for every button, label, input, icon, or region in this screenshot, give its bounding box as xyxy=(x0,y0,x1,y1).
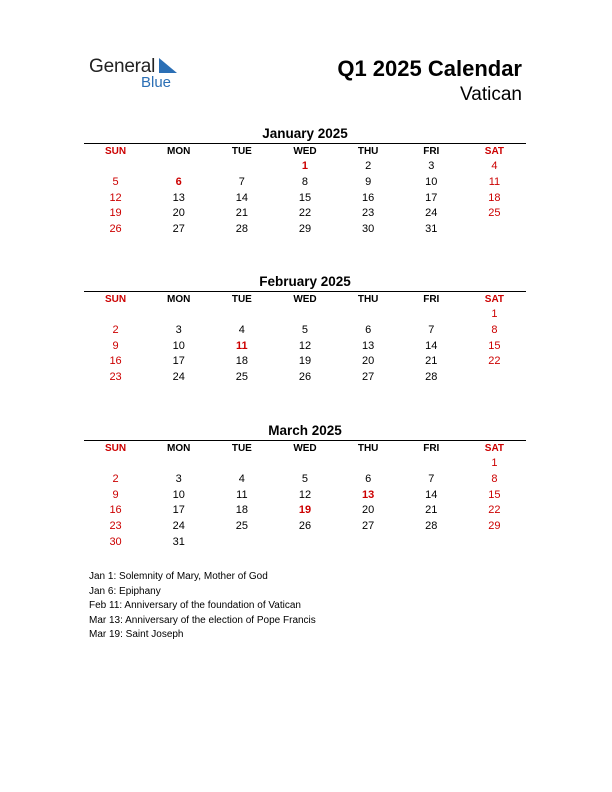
day-cell: 21 xyxy=(425,355,438,368)
day-cell: 4 xyxy=(238,323,245,336)
day-cell: 22 xyxy=(298,207,312,220)
day-grid xyxy=(84,441,526,551)
weekday-header: SUN xyxy=(105,294,127,305)
month-title: January 2025 xyxy=(262,126,348,141)
empty-day-cell xyxy=(84,307,147,323)
empty-day-cell xyxy=(84,159,147,175)
day-cell: 17 xyxy=(172,355,185,368)
holiday-item: Mar 13: Anniversary of the election of Pope Francis xyxy=(89,614,316,626)
weekday-header: FRI xyxy=(423,294,440,305)
day-cell: 11 xyxy=(236,339,248,352)
day-cell: 28 xyxy=(425,371,438,384)
day-cell: 15 xyxy=(488,339,501,352)
day-cell: 7 xyxy=(428,472,435,485)
day-cell: 1 xyxy=(491,457,498,469)
logo-word-general: General xyxy=(89,56,156,77)
day-cell: 6 xyxy=(175,175,182,188)
day-cell: 20 xyxy=(362,355,375,368)
holiday-list xyxy=(89,570,316,643)
day-cell: 28 xyxy=(235,223,248,236)
day-cell: 26 xyxy=(109,223,122,236)
day-cell: 26 xyxy=(298,520,312,533)
day-cell: 29 xyxy=(488,520,501,533)
day-cell: 28 xyxy=(425,520,438,533)
day-cell: 5 xyxy=(301,323,309,336)
day-cell: 3 xyxy=(175,323,182,336)
day-cell: 25 xyxy=(235,520,248,533)
day-cell: 11 xyxy=(488,175,501,188)
day-cell: 10 xyxy=(172,488,185,501)
empty-day-cell xyxy=(337,456,400,472)
day-cell: 11 xyxy=(236,488,248,501)
day-cell: 16 xyxy=(109,504,122,517)
month-title: March 2025 xyxy=(268,423,342,438)
month-march xyxy=(84,422,526,551)
day-cell: 18 xyxy=(488,191,501,204)
day-cell: 22 xyxy=(488,504,501,517)
day-cell: 26 xyxy=(298,371,312,384)
weekday-header: TUE xyxy=(231,443,252,454)
month-january xyxy=(84,125,526,238)
day-grid xyxy=(84,144,526,238)
day-cell: 4 xyxy=(491,160,498,172)
day-cell: 14 xyxy=(425,488,438,501)
day-cell: 6 xyxy=(365,472,372,485)
weekday-header: WED xyxy=(293,443,317,454)
holiday-item: Jan 6: Epiphany xyxy=(89,585,161,597)
holiday-item: Mar 19: Saint Joseph xyxy=(89,629,184,640)
day-cell: 27 xyxy=(172,223,185,236)
holiday-item: Jan 1: Solemnity of Mary, Mother of God xyxy=(89,571,268,582)
empty-day-cell xyxy=(147,456,210,472)
empty-day-cell xyxy=(273,307,336,323)
day-cell: 2 xyxy=(365,160,372,172)
logo-word-blue: Blue xyxy=(141,74,172,91)
day-cell: 13 xyxy=(362,339,375,352)
day-cell: 31 xyxy=(425,223,438,236)
day-cell: 29 xyxy=(298,223,312,236)
day-cell: 9 xyxy=(365,175,372,188)
day-cell: 12 xyxy=(109,191,122,204)
day-cell: 14 xyxy=(235,191,248,204)
day-cell: 23 xyxy=(109,371,122,384)
day-cell: 9 xyxy=(112,339,119,352)
day-cell: 20 xyxy=(172,207,185,220)
day-cell: 19 xyxy=(109,207,122,220)
weekday-header: MON xyxy=(167,443,191,454)
day-cell: 24 xyxy=(172,520,185,533)
day-cell: 10 xyxy=(425,175,438,188)
empty-day-cell xyxy=(147,159,210,175)
weekday-header: SUN xyxy=(105,146,127,157)
day-cell: 31 xyxy=(172,535,185,548)
day-cell: 7 xyxy=(238,175,245,188)
weekday-header: SAT xyxy=(484,443,505,454)
day-cell: 21 xyxy=(235,207,248,220)
weekday-header: SAT xyxy=(484,146,505,157)
day-cell: 20 xyxy=(362,504,375,517)
day-cell: 23 xyxy=(362,207,375,220)
day-cell: 13 xyxy=(172,191,185,204)
weekday-header: THU xyxy=(357,294,379,305)
day-cell: 5 xyxy=(301,472,309,485)
day-cell: 14 xyxy=(425,339,438,352)
empty-day-cell xyxy=(273,456,336,472)
weekday-header: WED xyxy=(293,146,317,157)
month-title: February 2025 xyxy=(259,274,351,289)
day-cell: 5 xyxy=(112,175,119,188)
day-cell: 13 xyxy=(362,488,375,501)
empty-day-cell xyxy=(210,307,273,323)
day-cell: 21 xyxy=(425,504,438,517)
empty-day-cell xyxy=(400,307,463,323)
day-cell: 8 xyxy=(491,472,498,485)
weekday-header: WED xyxy=(293,294,317,305)
empty-day-cell xyxy=(400,456,463,472)
day-cell: 19 xyxy=(298,355,312,368)
day-cell: 1 xyxy=(301,160,309,172)
empty-day-cell xyxy=(84,456,147,472)
page-title: Q1 2025 Calendar xyxy=(337,56,522,81)
day-cell: 3 xyxy=(175,472,182,485)
day-cell: 16 xyxy=(362,191,375,204)
day-cell: 2 xyxy=(112,472,119,485)
day-cell: 24 xyxy=(172,371,185,384)
day-cell: 18 xyxy=(235,355,248,368)
weekday-header: SUN xyxy=(105,443,127,454)
day-cell: 23 xyxy=(109,520,122,533)
day-cell: 12 xyxy=(298,339,312,352)
empty-day-cell xyxy=(210,456,273,472)
day-cell: 22 xyxy=(488,355,501,368)
weekday-header: MON xyxy=(167,294,191,305)
day-cell: 30 xyxy=(109,535,122,548)
day-cell: 17 xyxy=(425,191,438,204)
weekday-header: THU xyxy=(357,443,379,454)
day-cell: 16 xyxy=(109,355,122,368)
day-cell: 15 xyxy=(298,191,312,204)
day-cell: 25 xyxy=(488,207,501,220)
day-cell: 15 xyxy=(488,488,501,501)
flag-icon xyxy=(158,58,178,74)
day-cell: 6 xyxy=(365,323,372,336)
day-cell: 12 xyxy=(298,488,312,501)
day-grid xyxy=(84,292,526,386)
holiday-item: Feb 11: Anniversary of the foundation of Vatican xyxy=(89,600,301,611)
day-cell: 27 xyxy=(362,520,375,533)
day-cell: 4 xyxy=(238,472,245,485)
day-cell: 1 xyxy=(491,308,498,320)
day-cell: 30 xyxy=(362,223,375,236)
day-cell: 17 xyxy=(172,504,185,517)
day-cell: 7 xyxy=(428,323,435,336)
day-cell: 2 xyxy=(112,323,119,336)
weekday-header: TUE xyxy=(231,146,252,157)
day-cell: 10 xyxy=(172,339,185,352)
day-cell: 8 xyxy=(491,323,498,336)
weekday-header: FRI xyxy=(423,443,440,454)
empty-day-cell xyxy=(210,159,273,175)
day-cell: 19 xyxy=(298,504,312,517)
weekday-header: THU xyxy=(357,146,379,157)
month-february xyxy=(84,273,526,386)
weekday-header: SAT xyxy=(484,294,505,305)
weekday-header: FRI xyxy=(423,146,440,157)
day-cell: 25 xyxy=(235,371,248,384)
day-cell: 8 xyxy=(301,175,309,188)
weekday-header: MON xyxy=(167,146,191,157)
weekday-header: TUE xyxy=(231,294,252,305)
country-name: Vatican xyxy=(460,84,522,105)
empty-day-cell xyxy=(147,307,210,323)
day-cell: 27 xyxy=(362,371,375,384)
empty-day-cell xyxy=(337,307,400,323)
day-cell: 3 xyxy=(428,160,435,172)
day-cell: 24 xyxy=(425,207,438,220)
day-cell: 18 xyxy=(235,504,248,517)
day-cell: 9 xyxy=(112,488,119,501)
